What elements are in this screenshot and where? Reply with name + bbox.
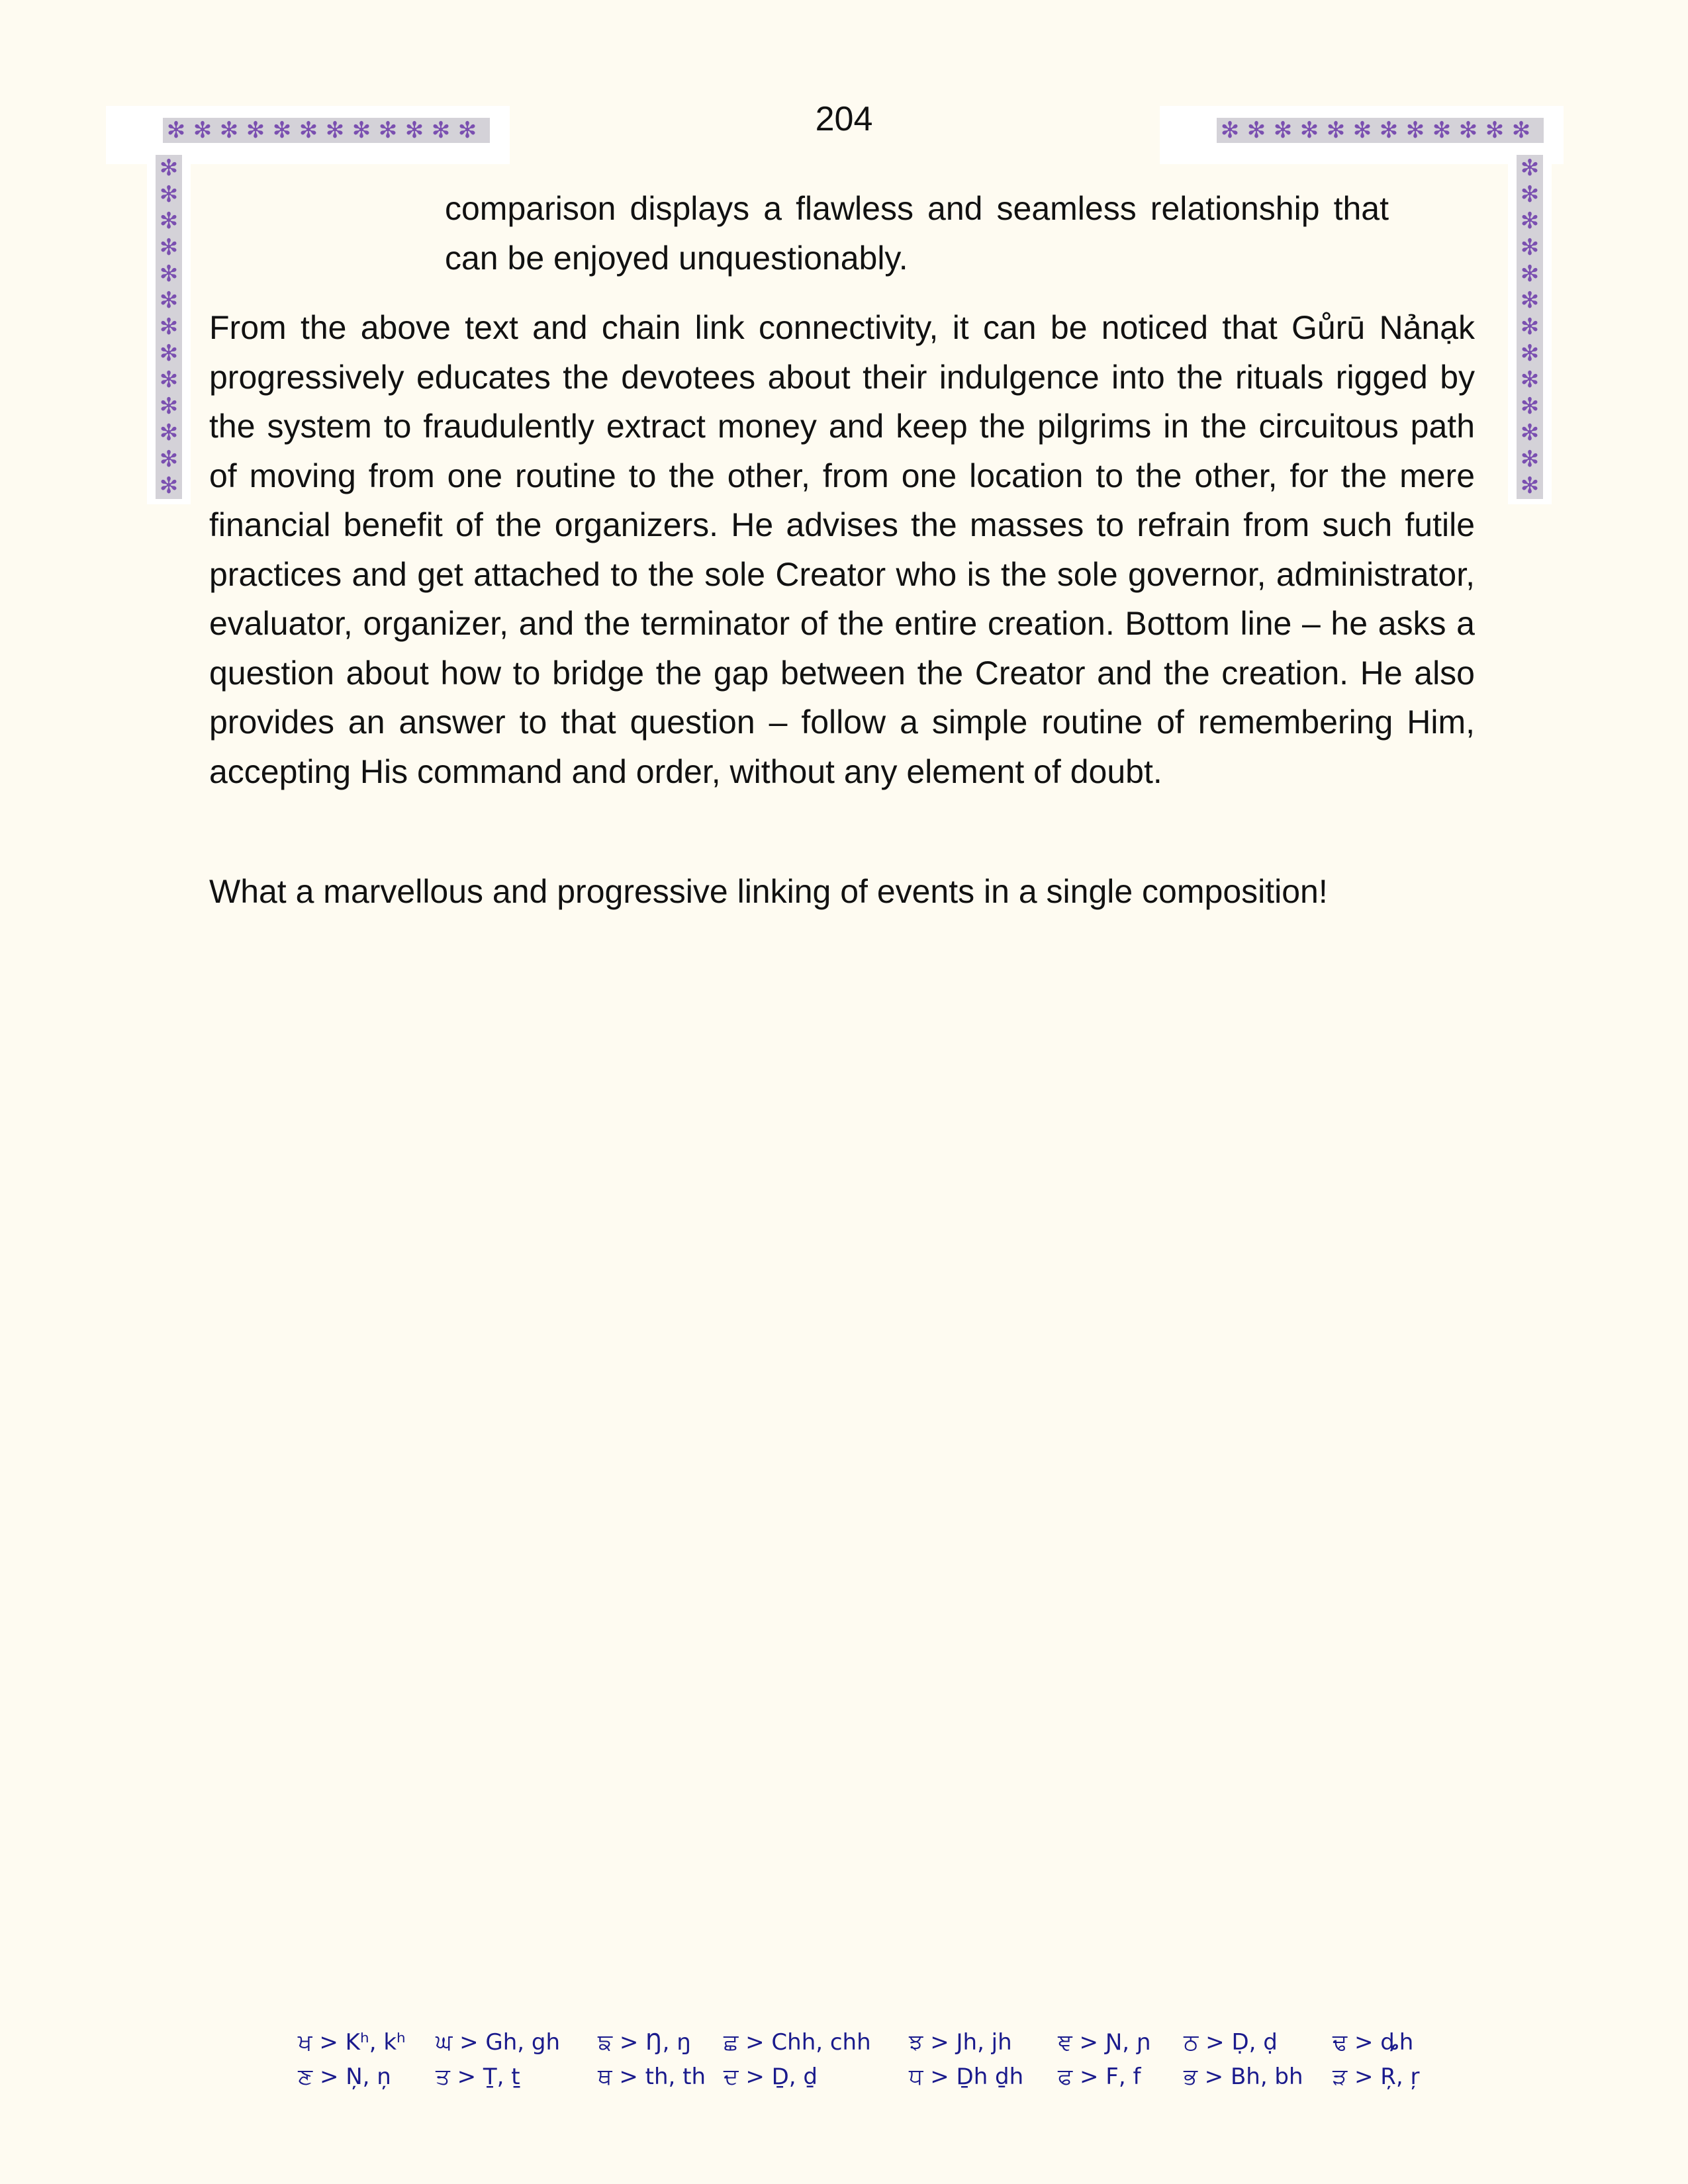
flower-ornament-icon: ✻ [159,261,179,287]
flower-ornament-icon: ✻ [159,393,179,420]
page-number: 204 [815,100,873,138]
flower-ornament-icon: ✻ [1405,117,1425,144]
border-right [1508,147,1552,504]
border-top-right [1160,106,1564,164]
flower-ornament-icon: ✻ [404,117,424,144]
flower-ornament-icon: ✻ [272,117,292,144]
ornament-strip [163,118,490,143]
flower-ornament-icon: ✻ [219,117,239,144]
flower-ornament-icon: ✻ [352,117,371,144]
transliteration-entry: ਫ > F, f [1058,2064,1141,2090]
flower-ornament-icon: ✻ [299,117,318,144]
flower-ornament-icon: ✻ [1520,420,1540,446]
flower-ornament-icon: ✻ [1520,393,1540,420]
flower-ornament-icon: ✻ [159,446,179,473]
flower-ornament-icon: ✻ [159,420,179,446]
flower-ornament-icon: ✻ [193,117,212,144]
ornament-strip [1517,155,1543,499]
transliteration-entry: ਙ > Ŋ, ŋ [598,2029,691,2056]
flower-ornament-icon: ✻ [1520,208,1540,234]
ornament-strip [156,155,182,499]
transliteration-entry: ਝ > Jh, jh [909,2029,1012,2056]
flower-ornament-icon: ✻ [1520,473,1540,499]
transliteration-entry: ਥ > th, th [598,2064,706,2090]
flower-ornament-icon: ✻ [1352,117,1372,144]
transliteration-key [298,2025,1425,2094]
flower-ornament-icon: ✻ [378,117,398,144]
transliteration-entry: ਛ > Chh, chh [724,2029,871,2056]
flower-ornament-icon: ✻ [159,155,179,181]
transliteration-entry: ਠ > Ḍ, ḍ [1184,2029,1278,2056]
flower-ornament-icon: ✻ [1520,314,1540,340]
body-paragraph-closing: What a marvellous and progressive linking of events in a single composition! [209,873,1328,910]
border-left [147,147,191,504]
transliteration-row [298,2025,1425,2060]
flower-ornament-icon: ✻ [246,117,265,144]
flower-ornament-icon: ✻ [1520,261,1540,287]
flower-ornament-icon: ✻ [1520,287,1540,314]
transliteration-entry: ਘ > Gh, gh [436,2029,561,2056]
flower-ornament-icon: ✻ [159,473,179,499]
flower-ornament-icon: ✻ [1432,117,1452,144]
flower-ornament-icon: ✻ [1458,117,1478,144]
flower-ornament-icon: ✻ [159,234,179,261]
flower-ornament-icon: ✻ [159,367,179,393]
flower-ornament-icon: ✻ [325,117,345,144]
flower-ornament-icon: ✻ [1520,340,1540,367]
flower-ornament-icon: ✻ [1273,117,1293,144]
flower-ornament-icon: ✻ [159,287,179,314]
body-paragraph: From the above text and chain link connectivity, it can be noticed that Gůrū Nảnạk progressively educates the devotees about their indulgence into the rituals rigged by the system to fraudulently extract money and keep the pilgrims in the circuitous path of moving from one routine to the other, from one location to the other, for the mere financial benefit of the organizers. He advises the masses to refrain from such futile practices and get attached to the sole Creator who is the sole governor, administrator, evaluator, organizer, and the terminator of the entire creation. Bottom line – he asks a question about how to bridge the gap between the Creator and the creation. He also provides an answer to that question – follow a simple routine of remembering Him, accepting His command and order, without any element of doubt. [209,309,1475,790]
flower-ornament-icon: ✻ [159,181,179,208]
transliteration-entry: ਢ > ȡh [1333,2029,1414,2056]
flower-ornament-icon: ✻ [1511,117,1531,144]
transliteration-entry: ਞ > Ɲ, ɲ [1058,2029,1151,2056]
flower-ornament-icon: ✻ [1520,155,1540,181]
transliteration-entry: ਭ > Bh, bh [1184,2064,1303,2090]
quote-continuation: comparison displays a flawless and seamless relationship that can be enjoyed unquestionably. [445,190,1389,277]
flower-ornament-icon: ✻ [1485,117,1505,144]
transliteration-entry: ਤ > Ṯ, ṯ [436,2064,520,2090]
flower-ornament-icon: ✻ [166,117,186,144]
transliteration-entry: ਣ > Ņ, ņ [298,2064,391,2090]
flower-ornament-icon: ✻ [457,117,477,144]
transliteration-entry: ਖ > Kʰ, kʰ [298,2029,406,2056]
flower-ornament-icon: ✻ [1246,117,1266,144]
transliteration-entry: ੜ > Ŗ, ŗ [1333,2064,1420,2090]
transliteration-entry: ਦ > Ḏ, ḏ [724,2064,818,2090]
flower-ornament-icon: ✻ [1520,446,1540,473]
flower-ornament-icon: ✻ [1520,234,1540,261]
flower-ornament-icon: ✻ [159,314,179,340]
flower-ornament-icon: ✻ [431,117,451,144]
flower-ornament-icon: ✻ [1326,117,1346,144]
transliteration-row [298,2060,1425,2094]
flower-ornament-icon: ✻ [1220,117,1240,144]
ornament-strip [1217,118,1544,143]
flower-ornament-icon: ✻ [159,208,179,234]
flower-ornament-icon: ✻ [1520,181,1540,208]
flower-ornament-icon: ✻ [1379,117,1399,144]
transliteration-entry: ਧ > Ḏh ḏh [909,2064,1024,2090]
flower-ornament-icon: ✻ [1299,117,1319,144]
flower-ornament-icon: ✻ [159,340,179,367]
flower-ornament-icon: ✻ [1520,367,1540,393]
